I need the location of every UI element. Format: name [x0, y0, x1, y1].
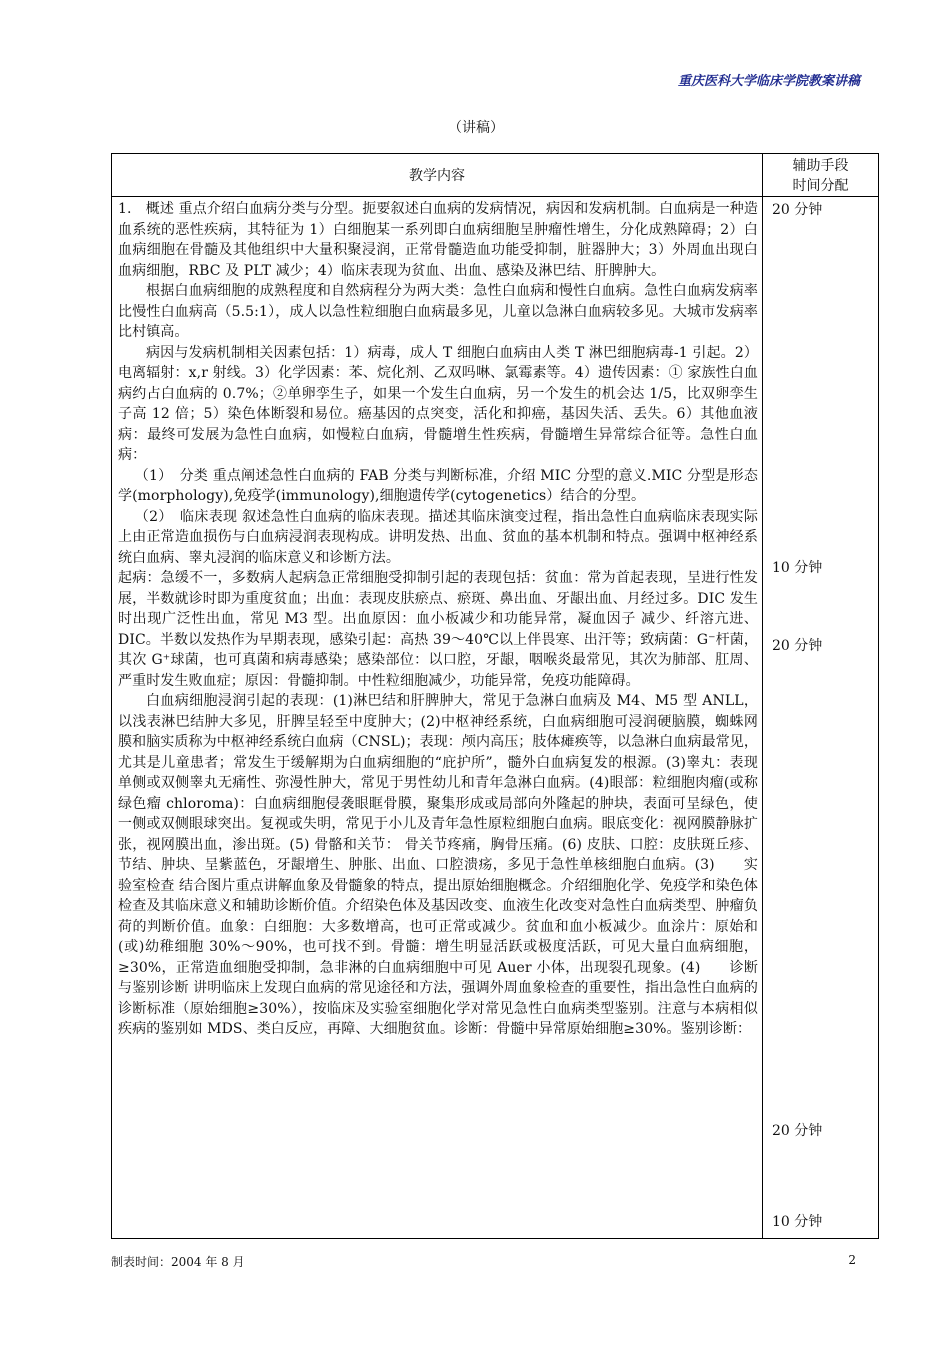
aux-header-line1: 辅助手段 [792, 157, 849, 174]
time-allocation-5: 10 分钟 [772, 1214, 823, 1230]
time-allocation-cell [763, 197, 879, 1239]
paragraph-classification: 根据白血病细胞的成熟程度和自然病程分为两大类：急性白血病和慢性白血病。急性白血病发病率比慢性白血病高（5.5:1），成人以急性粒细胞白血病最多见，儿童以急淋白血病较多见。大城市发病率比村镇高。 [118, 283, 758, 340]
aux-header-line2: 时间分配 [792, 177, 849, 194]
paragraph-overview: 1. 概述 重点介绍白血病分类与分型。扼要叙述白血病的发病情况，病因和发病机制。白血病是一种造血系统的恶性疾病，其特征为 1）白细胞某一系列即白血病细胞呈肿瘤性增生，分化成熟障碍；2）白血病细胞在骨髓及其他组织中大量积聚浸润，正常骨髓造血功能受抑制，脏器肿大；3）外周血出现白血病细胞，RBC 及 PLT 减少；4）临床表现为贫血、出血、感染及淋巴结、肝脾肿大。 [118, 201, 758, 279]
paragraph-clinical-features: （2） 临床表现 叙述急性白血病的临床表现。描述其临床演变过程，指出急性白血病临床表现实际上由正常造血损伤与白血病浸润表现构成。讲明发热、出血、贫血的基本机制和特点。强调中枢神经系统白血病、睾丸浸润的临床意义和诊断方法。 [118, 508, 758, 566]
time-allocation-2: 10 分钟 [772, 560, 823, 576]
table-header-row [112, 154, 879, 197]
page-number: 2 [848, 1253, 856, 1267]
teaching-content-cell [112, 197, 763, 1239]
time-allocation-1: 20 分钟 [772, 202, 823, 218]
teaching-content-header: 教学内容 [112, 154, 763, 197]
content-text [112, 197, 762, 1040]
time-allocation-3: 20 分钟 [772, 638, 823, 654]
institution-header: 重庆医科大学临床学院教案讲稿 [677, 74, 860, 89]
time-allocation-4: 20 分钟 [772, 1123, 823, 1139]
paragraph-etiology: 病因与发病机制相关因素包括：1）病毒，成人 T 细胞白血病由人类 T 淋巴细胞病毒-1 引起。2）电离辐射：x,r 射线。3）化学因素：苯、烷化剂、乙双吗啉、氯霉素等。4）遗传因素：① 家族性白血病约占白血病的 0.7%；②单卵孪生子，如果一个发生白血病，另一个发生的机会达 1/5，比双卵孪生子高 12 倍；5）染色体断裂和易位。癌基因的点突变，活化和抑癌，基因失活、丢失。6）其他血液病：最终可发展为急性白血病，如慢粒白血病，骨髓增生性疾病，骨髓增生异常综合征等。急性白血病： [118, 344, 758, 463]
table-body-row [112, 197, 879, 1239]
lecture-table [111, 153, 879, 1239]
footer-date: 制表时间：2004 年 8 月 [111, 1255, 245, 1269]
paragraph-onset: 起病：急缓不一，多数病人起病急正常细胞受抑制引起的表现包括：贫血：常为首起表现，呈进行性发展，半数就诊时即为重度贫血；出血：表现皮肤瘀点、瘀斑、鼻出血、牙龈出血、月经过多。DIC 发生时出现广泛性出血，常见 M3 型。出血原因：血小板减少和功能异常，凝血因子 减少、纤溶亢进、DIC。半数以发热作为早期表现，感染引起：高热 39～40℃以上伴畏寒、出汗等；致病菌：G⁻杆菌，其次 G⁺球菌，也可真菌和病毒感染；感染部位：以口腔，牙龈，咽喉炎最常见，其次为肺部、肛周、 严重时发生败血症；原因：骨髓抑制。中性粒细胞减少，功能异常，免疫功能障碍。 [118, 570, 758, 689]
document-label: （讲稿） [448, 120, 504, 136]
paragraph-fab-classification: （1） 分类 重点阐述急性白血病的 FAB 分类与判断标准，介绍 MIC 分型的意义.MIC 分型是形态学(morphology),免疫学(immunology),细胞遗传学(cytogenetics）结合的分型。 [118, 467, 758, 504]
paragraph-infiltration: 白血病细胞浸润引起的表现：(1)淋巴结和肝脾肿大，常见于急淋白血病及 M4、M5 型 ANLL，以浅表淋巴结肿大多见，肝脾呈轻至中度肿大；(2)中枢神经系统，白血病细胞可浸润硬脑膜，蜘蛛网膜和脑实质称为中枢神经系统白血病（CNSL)；表现：颅内高压；肢体瘫痪等，以急淋白血病最常见，尤其是儿童患者；常发生于缓解期为白血病细胞的“庇护所”，髓外白血病复发的根源。(3)睾丸：表现单侧或双侧睾丸无痛性、弥漫性肿大，常见于男性幼儿和青年急淋白血病。(4)眼部：粒细胞肉瘤(或称绿色瘤 chloroma)：白血病细胞侵袭眼眶骨膜，聚集形成或局部向外隆起的肿块，表面可呈绿色，使一侧或双侧眼球突出。复视或失明，常见于小儿及青年急性原粒细胞白血病。眼底变化：视网膜静脉扩张，视网膜出血，渗出斑。(5) 骨骼和关节： 骨关节疼痛，胸骨压痛。(6) 皮肤、口腔：皮肤斑丘疹、节结、肿块、呈紫蓝色，牙龈增生、肿胀、出血、口腔溃疡，多见于急性单核细胞白血病。(3) 实验室检查 结合图片重点讲解血象及骨髓象的特点，提出原始细胞概念。介绍细胞化学、免疫学和染色体检查及其临床意义和辅助诊断价值。介绍染色体及基因改变、血液生化改变对急性白血病类型、肿瘤负荷的判断价值。血象：白细胞：大多数增高，也可正常或减少。贫血和血小板减少。血涂片：原始和(或)幼稚细胞 30%～90%，也可找不到。骨髓：增生明显活跃或极度活跃，可见大量白血病细胞，≥30%，正常造血细胞受抑制，急非淋的白血病细胞中可见 Auer 小体，出现裂孔现象。(4) 诊断与鉴别诊断 讲明临床上发现白血病的常见途径和方法，强调外周血象检查的重要性，指出急性白血病的诊断标准（原始细胞≥30%），按临床及实验室细胞化学对常见急性白血病类型鉴别。注意与本病相似疾病的鉴别如 MDS、类白反应，再障、大细胞贫血。诊断：骨髓中异常原始细胞≥30%。鉴别诊断： [118, 693, 759, 1037]
aux-time-header [763, 154, 879, 197]
